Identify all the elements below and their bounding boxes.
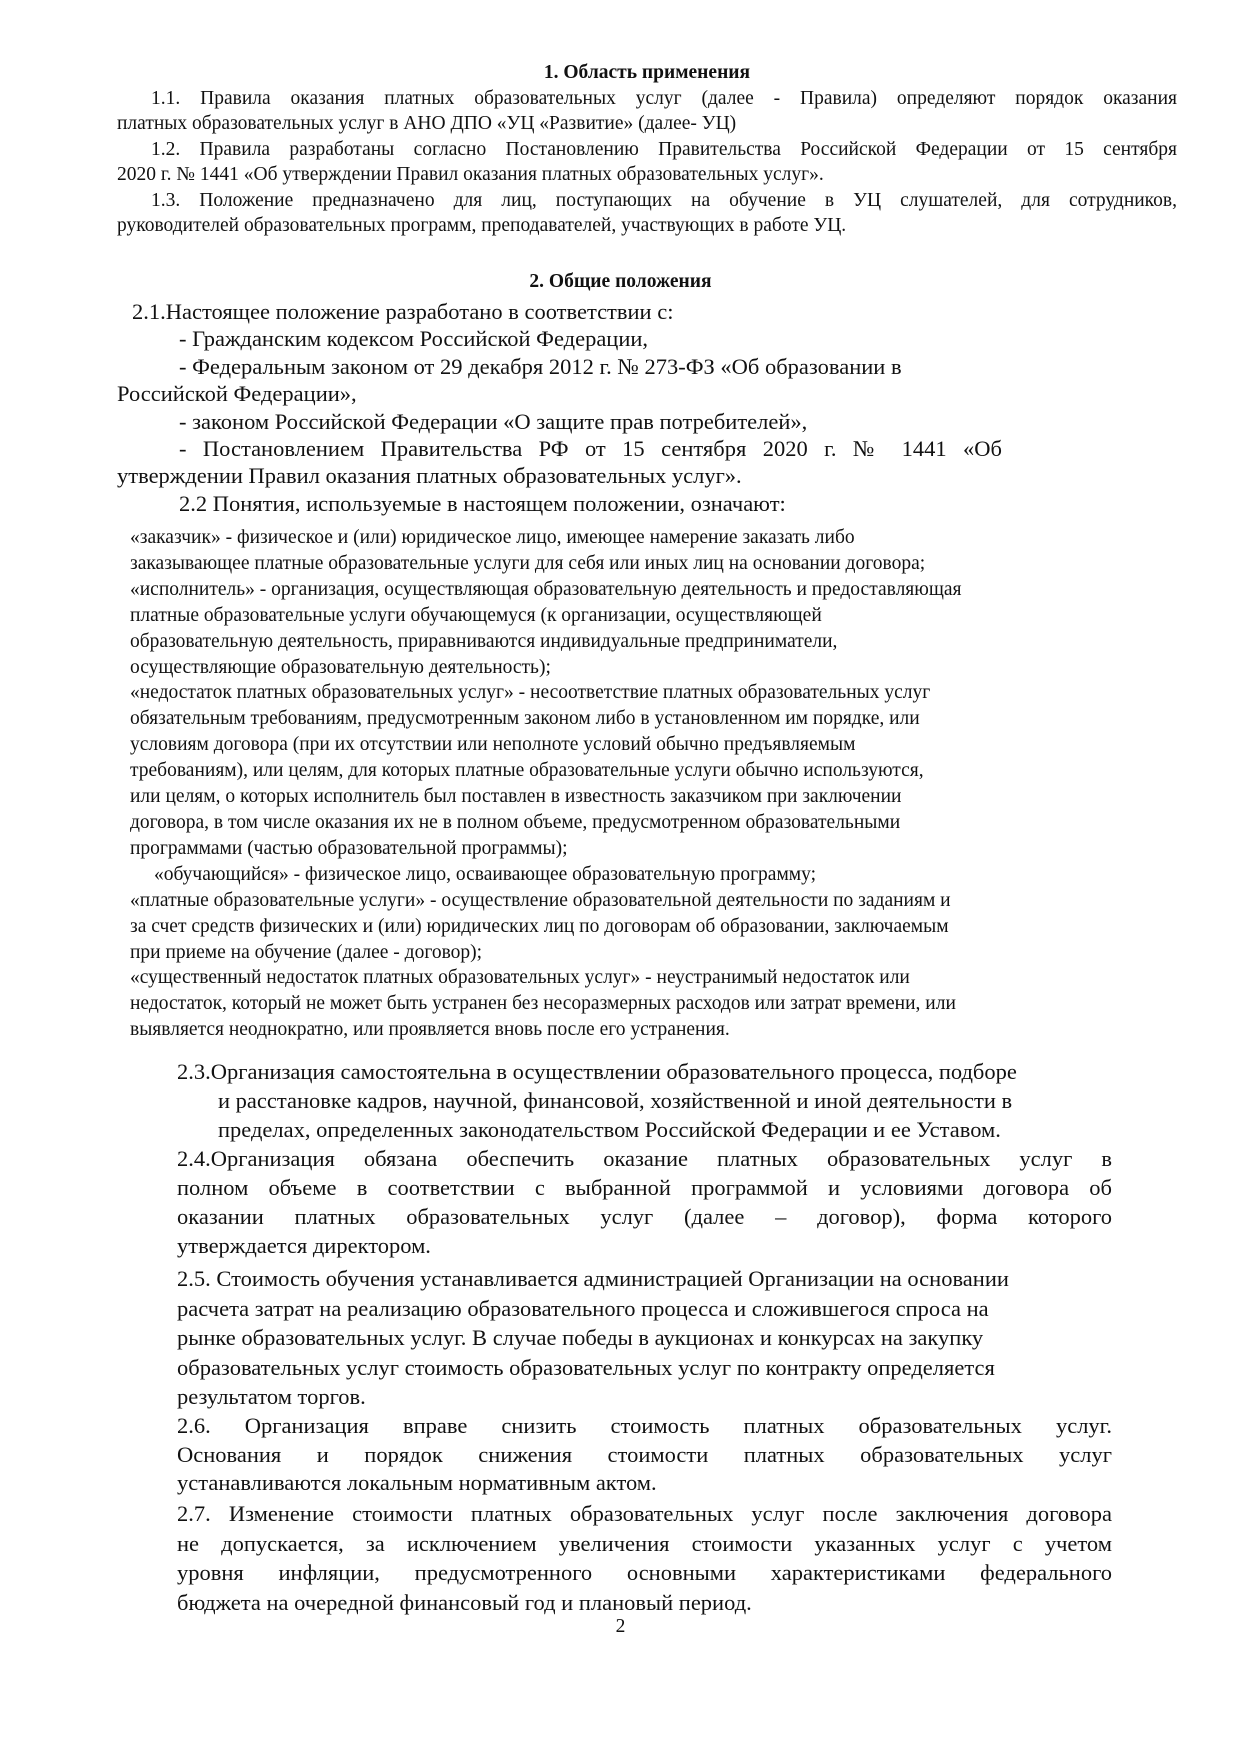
definition-line: недостаток, который не может быть устранен без несоразмерных расходов или затрат времени, или: [130, 993, 956, 1015]
definition-line: «исполнитель» - организация, осуществляющая образовательную деятельность и предоставляющая: [130, 578, 962, 600]
paragraph-line: Основания и порядок снижения стоимости платных образовательных услуг: [177, 1441, 1112, 1467]
page-number: 2: [615, 1616, 626, 1637]
list-item-continuation: Российской Федерации»,: [117, 381, 357, 407]
definition-line: «существенный недостаток платных образовательных услуг» - неустранимый недостаток или: [130, 967, 910, 989]
definition-line: «обучающийся» - физическое лицо, осваивающее образовательную программу;: [154, 863, 817, 885]
list-item: - Федеральным законом от 29 декабря 2012 г. № 273-ФЗ «Об образовании в: [179, 353, 902, 379]
definition-line: требованиям), или целям, для которых платные образовательные услуги обычно используются,: [130, 760, 924, 782]
paragraph-1-1-line: платных образовательных услуг в АНО ДПО «УЦ «Развитие» (далее- УЦ): [117, 113, 737, 134]
definition-line: «платные образовательные услуги» - осуществление образовательной деятельности по заданиям и: [130, 889, 951, 911]
definition-line: за счет средств физических и (или) юридических лиц по договорам об образовании, заключаемым: [130, 915, 949, 937]
definition-line: образовательную деятельность, приравниваются индивидуальные предприниматели,: [130, 630, 838, 652]
paragraph-line: 2.5. Стоимость обучения устанавливается администрацией Организации на основании: [177, 1266, 1009, 1291]
definition-line: программами (частью образовательной программы);: [130, 837, 568, 859]
paragraph-1-3-line: руководителей образовательных программ, преподавателей, участвующих в работе УЦ.: [117, 215, 847, 236]
paragraph-2-1: [117, 298, 1002, 517]
paragraph-line: и расстановке кадров, научной, финансовой, хозяйственной и иной деятельности в: [218, 1088, 1013, 1113]
definition-line: договора, в том числе оказания их не в полном объеме, предусмотренном образовательными: [130, 811, 901, 833]
intro-line: 2.1.Настоящее положение разработано в соответствии с:: [132, 299, 674, 324]
definition-line: «недостаток платных образовательных услуг» - несоответствие платных образовательных услуг: [130, 682, 931, 704]
paragraph-2-6: [177, 1412, 1112, 1498]
paragraph-line: рынке образовательных услуг. В случае победы в аукционах и конкурсах на закупку: [177, 1325, 984, 1350]
list-item: - законом Российской Федерации «О защите прав потребителей»,: [179, 408, 808, 434]
definition-line: осуществляющие образовательную деятельность);: [130, 656, 551, 678]
definitions-list: [130, 525, 1115, 1043]
paragraph-2-3: [177, 1057, 1117, 1144]
paragraph-2-7: [177, 1499, 1112, 1617]
paragraph-1-1-line: 1.1. Правила оказания платных образовательных услуг (далее - Правила) определяют порядок оказания: [151, 87, 1177, 109]
paragraph-line: не допускается, за исключением увеличения стоимости указанных услуг с учетом: [177, 1530, 1112, 1556]
paragraph-line: 2.7. Изменение стоимости платных образовательных услуг после заключения договора: [177, 1501, 1112, 1526]
definition-line: выявляется неоднократно, или проявляется вновь после его устранения.: [130, 1019, 730, 1041]
paragraph-line: 2.4.Организация обязана обеспечить оказание платных образовательных услуг в: [177, 1146, 1112, 1171]
paragraph-line: уровня инфляции, предусмотренного основными характеристиками федерального: [177, 1560, 1112, 1585]
paragraph-line: бюджета на очередной финансовый год и плановый период.: [177, 1589, 752, 1615]
list-item: - Гражданским кодексом Российской Федерации,: [179, 326, 649, 352]
paragraph-line: пределах, определенных законодательством Российской Федерации и ее Уставом.: [218, 1117, 1001, 1142]
paragraph-line: устанавливаются локальным нормативным актом.: [177, 1470, 657, 1495]
definition-line: условиям договора (при их отсутствии или неполноте условий обычно предъявляемым: [130, 734, 856, 756]
definition-line: или целям, о которых исполнитель был поставлен в известность заказчиком при заключении: [130, 786, 902, 808]
paragraph-2-5: [177, 1264, 1112, 1412]
paragraph-line: утверждается директором.: [177, 1233, 431, 1258]
definition-line: «заказчик» - физическое и (или) юридическое лицо, имеющее намерение заказать либо: [130, 527, 855, 548]
section-1-heading: 1. Область применения: [543, 62, 751, 83]
paragraph-line: расчета затрат на реализацию образовательного процесса и сложившегося спроса на: [177, 1295, 989, 1321]
definition-line: при приеме на обучение (далее - договор);: [130, 941, 483, 963]
paragraph-1-3-line: 1.3. Положение предназначено для лиц, поступающих на обучение в УЦ слушателей, для сотрудников,: [151, 189, 1177, 211]
paragraph-line: полном объеме в соответствии с выбранной программой и условиями договора об: [177, 1175, 1112, 1200]
definition-line: обязательным требованиям, предусмотренным законом либо в установленном им порядке, или: [130, 708, 920, 730]
section-2-heading: 2. Общие положения: [529, 271, 712, 292]
paragraph-line: образовательных услуг стоимость образовательных услуг по контракту определяется: [177, 1354, 995, 1380]
paragraph-line: 2.6. Организация вправе снизить стоимость платных образовательных услуг.: [177, 1413, 1112, 1438]
list-item: - Постановлением Правительства РФ от 15 сентября 2020 г. № 1441 «Об: [179, 436, 1002, 462]
paragraph-line: 2.3.Организация самостоятельна в осуществлении образовательного процесса, подборе: [177, 1059, 1017, 1084]
section-1: [117, 60, 1177, 239]
definition-line: платные образовательные услуги обучающемуся (к организации, осуществляющей: [130, 604, 822, 626]
paragraph-1-2-line: 1.2. Правила разработаны согласно Постановлению Правительства Российской Федерации от 15 сентября: [151, 138, 1177, 160]
definition-line: заказывающее платные образовательные услуги для себя или иных лиц на основании договора;: [130, 552, 926, 574]
paragraph-1-2-line: 2020 г. № 1441 «Об утверждении Правил оказания платных образовательных услуг».: [117, 164, 824, 185]
paragraph-2-4: [177, 1144, 1112, 1260]
paragraph-2-2-heading: 2.2 Понятия, используемые в настоящем положении, означают:: [179, 490, 786, 516]
paragraph-line: результатом торгов.: [177, 1384, 366, 1409]
list-item-continuation: утверждении Правил оказания платных образовательных услуг».: [117, 463, 742, 489]
paragraph-line: оказании платных образовательных услуг (далее – договор), форма которого: [177, 1204, 1112, 1229]
